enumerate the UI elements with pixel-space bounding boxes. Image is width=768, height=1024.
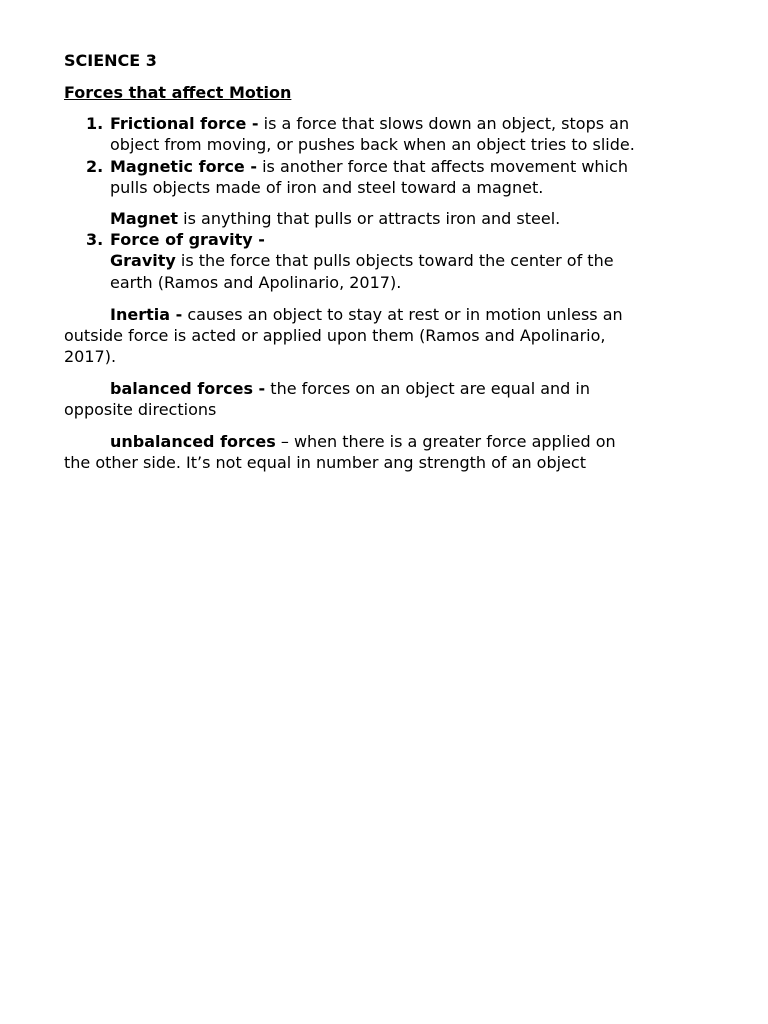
list-item-frictional-line1 [110,113,629,134]
list-number-3: 3. [86,230,104,249]
inertia-text-2: outside force is acted or applied upon them (Ramos and Apolinario, [64,326,606,345]
balanced-text: the forces on an object are equal and in [265,379,590,398]
gravity-line2 [110,272,401,293]
balanced-line2 [64,399,216,420]
gravity-text-2: earth (Ramos and Apolinario, 2017). [110,273,402,292]
unbalanced-text: – when there is a greater force applied on [275,432,616,451]
magnet-paragraph [110,208,560,229]
list-item-magnetic-line2 [110,177,543,198]
inertia-line2 [64,325,605,346]
inertia-line3 [64,346,116,367]
inertia-text: causes an object to stay at rest or in motion unless an [182,305,623,324]
magnetic-text-2: pulls objects made of iron and steel toward a magnet. [110,178,544,197]
magnet-text: is anything that pulls or attracts iron and steel. [178,209,561,228]
term-inertia: Inertia - [110,305,183,324]
balanced-text-2: opposite directions [64,400,217,419]
balanced-line1 [110,378,590,399]
unbalanced-line1 [110,431,616,452]
inertia-line1 [110,304,623,325]
term-balanced-forces: balanced forces - [110,379,266,398]
document-subheading: Forces that affect Motion [64,83,292,102]
gravity-line1 [110,250,614,271]
term-unbalanced-forces: unbalanced forces [110,432,276,451]
term-magnet: Magnet [110,209,179,228]
magnetic-text: is another force that affects movement which [257,157,628,176]
unbalanced-line2 [64,452,586,473]
term-frictional-force: Frictional force - [110,114,259,133]
document-heading: SCIENCE 3 [64,51,157,70]
term-magnetic-force: Magnetic force - [110,157,257,176]
list-number-1: 1. [86,114,104,133]
list-number-2: 2. [86,157,104,176]
inertia-text-3: 2017). [64,347,117,366]
list-item-magnetic-line1 [110,156,628,177]
list-item-frictional-line2 [110,134,635,155]
list-item-gravity [110,229,265,250]
term-force-of-gravity: Force of gravity - [110,230,265,249]
frictional-text-2: object from moving, or pushes back when an object tries to slide. [110,135,635,154]
frictional-text: is a force that slows down an object, stops an [258,114,630,133]
gravity-text: is the force that pulls objects toward the center of the [175,251,614,270]
unbalanced-text-2: the other side. It’s not equal in number ang strength of an object [64,453,586,472]
term-gravity: Gravity [110,251,176,270]
